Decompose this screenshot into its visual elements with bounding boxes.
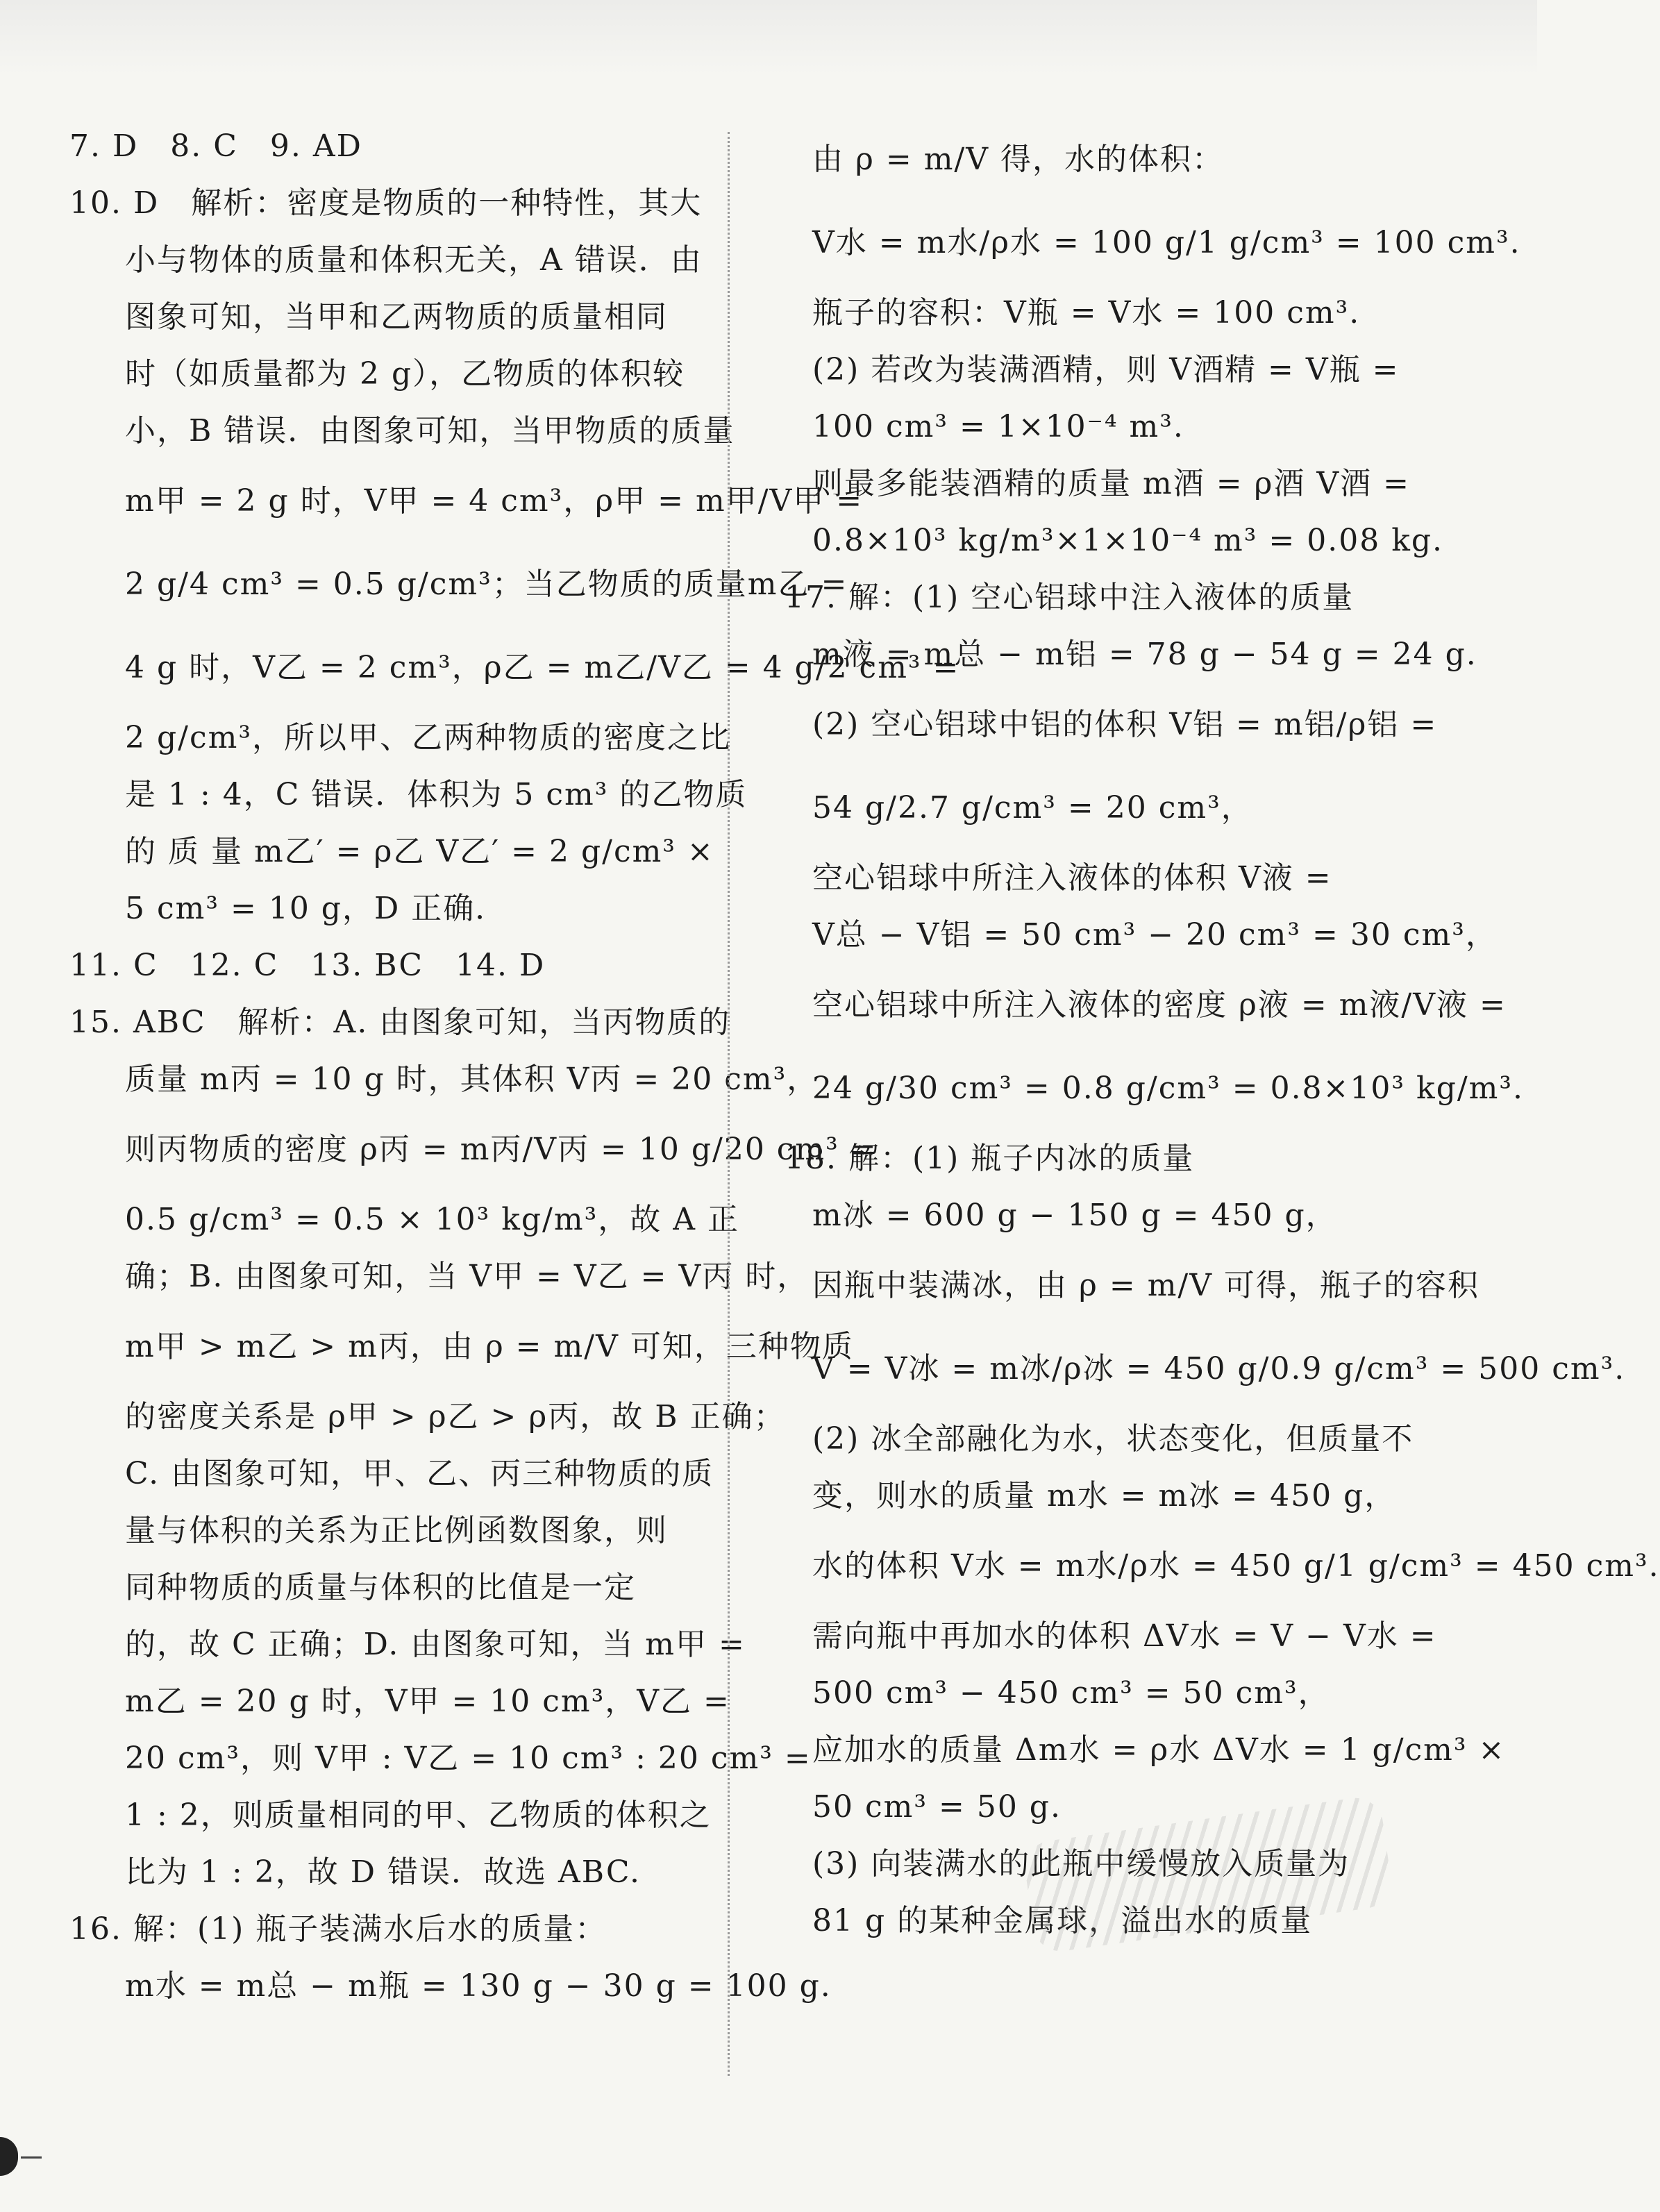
- answer-line: 小，B 错误．由图象可知，当甲物质的质量: [125, 413, 735, 449]
- answer-line: 18. 解：(1) 瓶子内冰的质量: [785, 1141, 1195, 1176]
- answer-line: (2) 若改为装满酒精，则 V酒精 = V瓶 =: [812, 352, 1400, 387]
- answer-line: 16. 解：(1) 瓶子装满水后水的质量：: [69, 1911, 607, 1947]
- answer-line: V水 = m水/ρ水 = 100 g/1 g/cm³ = 100 cm³.: [812, 225, 1521, 260]
- answer-line: V = V冰 = m冰/ρ冰 = 450 g/0.9 g/cm³ = 500 cm³.: [812, 1351, 1626, 1386]
- answer-line: m冰 = 600 g − 150 g = 450 g，: [812, 1198, 1338, 1233]
- answer-line: 100 cm³ = 1×10⁻⁴ m³.: [812, 409, 1184, 444]
- answer-line: 需向瓶中再加水的体积 ΔV水 = V − V水 =: [812, 1618, 1437, 1654]
- answer-line: C. 由图象可知，甲、乙、丙三种物质的质: [125, 1456, 714, 1491]
- answer-line: 500 cm³ − 450 cm³ = 50 cm³，: [812, 1675, 1330, 1711]
- page-number-tab: [0, 2137, 18, 2176]
- answer-line: 则丙物质的密度 ρ丙 = m丙/V丙 = 10 g/20 cm³ =: [125, 1132, 878, 1167]
- answer-line: 由 ρ = m/V 得，水的体积：: [812, 142, 1225, 177]
- answer-line: 因瓶中装满冰，由 ρ = m/V 可得，瓶子的容积: [812, 1268, 1480, 1303]
- answer-line: 图象可知，当甲和乙两物质的质量相同: [125, 299, 668, 335]
- answer-line: 7. D 8. C 9. AD: [69, 128, 362, 164]
- answer-line: 的密度关系是 ρ甲 > ρ乙 > ρ丙，故 B 正确；: [125, 1399, 786, 1434]
- answer-line: 0.8×10³ kg/m³×1×10⁻⁴ m³ = 0.08 kg.: [812, 523, 1444, 558]
- answer-line: 15. ABC 解析：A. 由图象可知，当丙物质的: [69, 1005, 731, 1040]
- answer-line: 2 g/4 cm³ = 0.5 g/cm³；当乙物质的质量m乙 =: [125, 567, 848, 602]
- answer-line: 应加水的质量 Δm水 = ρ水 ΔV水 = 1 g/cm³ ×: [812, 1732, 1506, 1768]
- answer-line: m甲 = 2 g 时，V甲 = 4 cm³，ρ甲 = m甲/V甲 =: [125, 483, 864, 519]
- answer-line: 11. C 12. C 13. BC 14. D: [69, 948, 546, 983]
- answer-line: (3) 向装满水的此瓶中缓慢放入质量为: [812, 1846, 1350, 1882]
- answer-line: 的，故 C 正确；D. 由图象可知，当 m甲 =: [125, 1627, 746, 1662]
- answer-line: m甲 > m乙 > m丙，由 ρ = m/V 可知，三种物质: [125, 1329, 854, 1364]
- answer-line: 比为 1 : 2，故 D 错误．故选 ABC.: [125, 1854, 642, 1890]
- answer-line: 同种物质的质量与体积的比值是一定: [125, 1570, 636, 1605]
- right-column: [785, 118, 1660, 1950]
- answer-line: m乙 = 20 g 时，V甲 = 10 cm³，V乙 =: [125, 1684, 730, 1719]
- answer-line: (2) 空心铝球中铝的体积 V铝 = m铝/ρ铝 =: [812, 707, 1438, 742]
- answer-line: 4 g 时，V乙 = 2 cm³，ρ乙 = m乙/V乙 = 4 g/2 cm³ =: [125, 650, 960, 685]
- answer-line: 瓶子的容积：V瓶 = V水 = 100 cm³.: [812, 295, 1361, 330]
- answer-line: 质量 m丙 = 10 g 时，其体积 V丙 = 20 cm³，: [125, 1062, 819, 1097]
- column-divider: [728, 132, 730, 2076]
- answer-line: 20 cm³，则 V甲 : V乙 = 10 cm³ : 20 cm³ =: [125, 1741, 812, 1776]
- answer-line: 小与物体的质量和体积无关，A 错误．由: [125, 242, 703, 278]
- answer-line: 1 : 2，则质量相同的甲、乙物质的体积之: [125, 1798, 712, 1833]
- answer-line: 空心铝球中所注入液体的密度 ρ液 = m液/V液 =: [812, 987, 1507, 1023]
- answer-line: 50 cm³ = 50 g.: [812, 1789, 1062, 1825]
- answer-line: m水 = m总 − m瓶 = 130 g − 30 g = 100 g.: [125, 1968, 832, 2004]
- answer-line: 空心铝球中所注入液体的体积 V液 =: [812, 860, 1332, 896]
- answer-line: 量与体积的关系为正比例函数图象，则: [125, 1513, 668, 1548]
- answer-line: 17. 解：(1) 空心铝球中注入液体的质量: [785, 580, 1355, 615]
- answer-line: 24 g/30 cm³ = 0.8 g/cm³ = 0.8×10³ kg/m³.: [812, 1071, 1525, 1106]
- answer-line: 0.5 g/cm³ = 0.5 × 10³ kg/m³，故 A 正: [125, 1202, 739, 1237]
- answer-line: 时（如质量都为 2 g），乙物质的体积较: [125, 356, 685, 392]
- answer-line: 的 质 量 m乙′ = ρ乙 V乙′ = 2 g/cm³ ×: [125, 834, 714, 869]
- answer-line: 5 cm³ = 10 g，D 正确．: [125, 891, 508, 926]
- answer-line: 81 g 的某种金属球，溢出水的质量: [812, 1903, 1313, 1938]
- answer-line: 确；B. 由图象可知，当 V甲 = V乙 = V丙 时，: [125, 1259, 810, 1294]
- answer-line: 水的体积 V水 = m水/ρ水 = 450 g/1 g/cm³ = 450 cm³.: [812, 1548, 1660, 1584]
- answer-line: (2) 冰全部融化为水，状态变化，但质量不: [812, 1421, 1414, 1457]
- answer-line: 2 g/cm³，所以甲、乙两种物质的密度之比: [125, 720, 731, 755]
- answer-line: 则最多能装酒精的质量 m酒 = ρ酒 V酒 =: [812, 466, 1411, 501]
- answer-line: V总 − V铝 = 50 cm³ − 20 cm³ = 30 cm³，: [812, 917, 1498, 953]
- page-number-rule: [21, 2156, 42, 2159]
- answer-line: m液 = m总 − m铝 = 78 g − 54 g = 24 g.: [812, 637, 1477, 672]
- answer-line: 变，则水的质量 m水 = m冰 = 450 g，: [812, 1478, 1397, 1514]
- answer-line: 54 g/2.7 g/cm³ = 20 cm³，: [812, 790, 1253, 826]
- page-top-shadow: [0, 0, 1537, 76]
- answer-line: 是 1 : 4，C 错误．体积为 5 cm³ 的乙物质: [125, 777, 748, 812]
- answer-line: 10. D 解析：密度是物质的一种特性，其大: [69, 185, 703, 221]
